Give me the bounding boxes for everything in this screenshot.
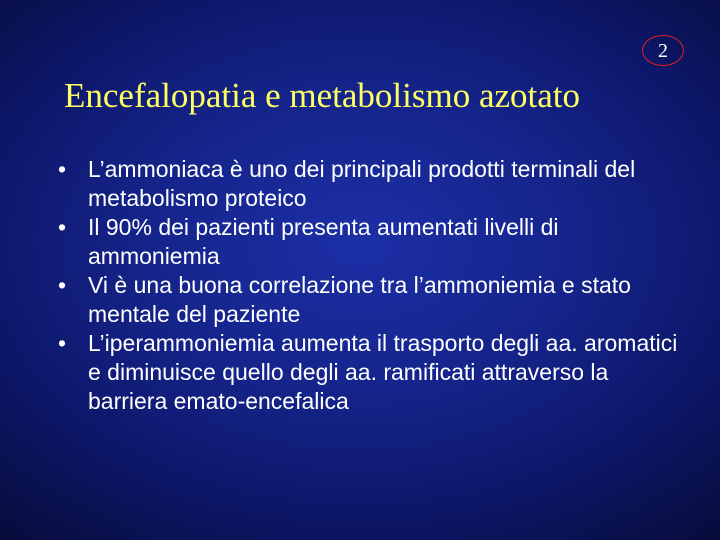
bullet-item	[58, 155, 678, 213]
slide-number: 2	[658, 39, 668, 62]
bullet-item	[58, 213, 678, 271]
bullet-text: L’ammoniaca è uno dei principali prodotti terminali del metabolismo proteico	[88, 156, 636, 211]
bullet-marker: •	[58, 156, 67, 182]
bullet-list	[58, 155, 678, 416]
bullet-text: Vi è una buona correlazione tra l’ammoniemia e stato mentale del paziente	[88, 272, 631, 327]
bullet-item	[58, 329, 678, 416]
slide-title: Encefalopatia e metabolismo azotato	[64, 76, 581, 115]
bullet-text: L’iperammoniemia aumenta il trasporto degli aa. aromatici e diminuisce quello degli aa. ramificati attraverso la barriera emato-encefalica	[88, 330, 678, 414]
bullet-marker: •	[58, 214, 67, 240]
bullet-item	[58, 271, 678, 329]
bullet-text: Il 90% dei pazienti presenta aumentati livelli di ammoniemia	[88, 214, 559, 269]
bullet-marker: •	[58, 272, 67, 298]
bullet-marker: •	[58, 330, 67, 356]
slide-number-badge	[642, 35, 684, 66]
